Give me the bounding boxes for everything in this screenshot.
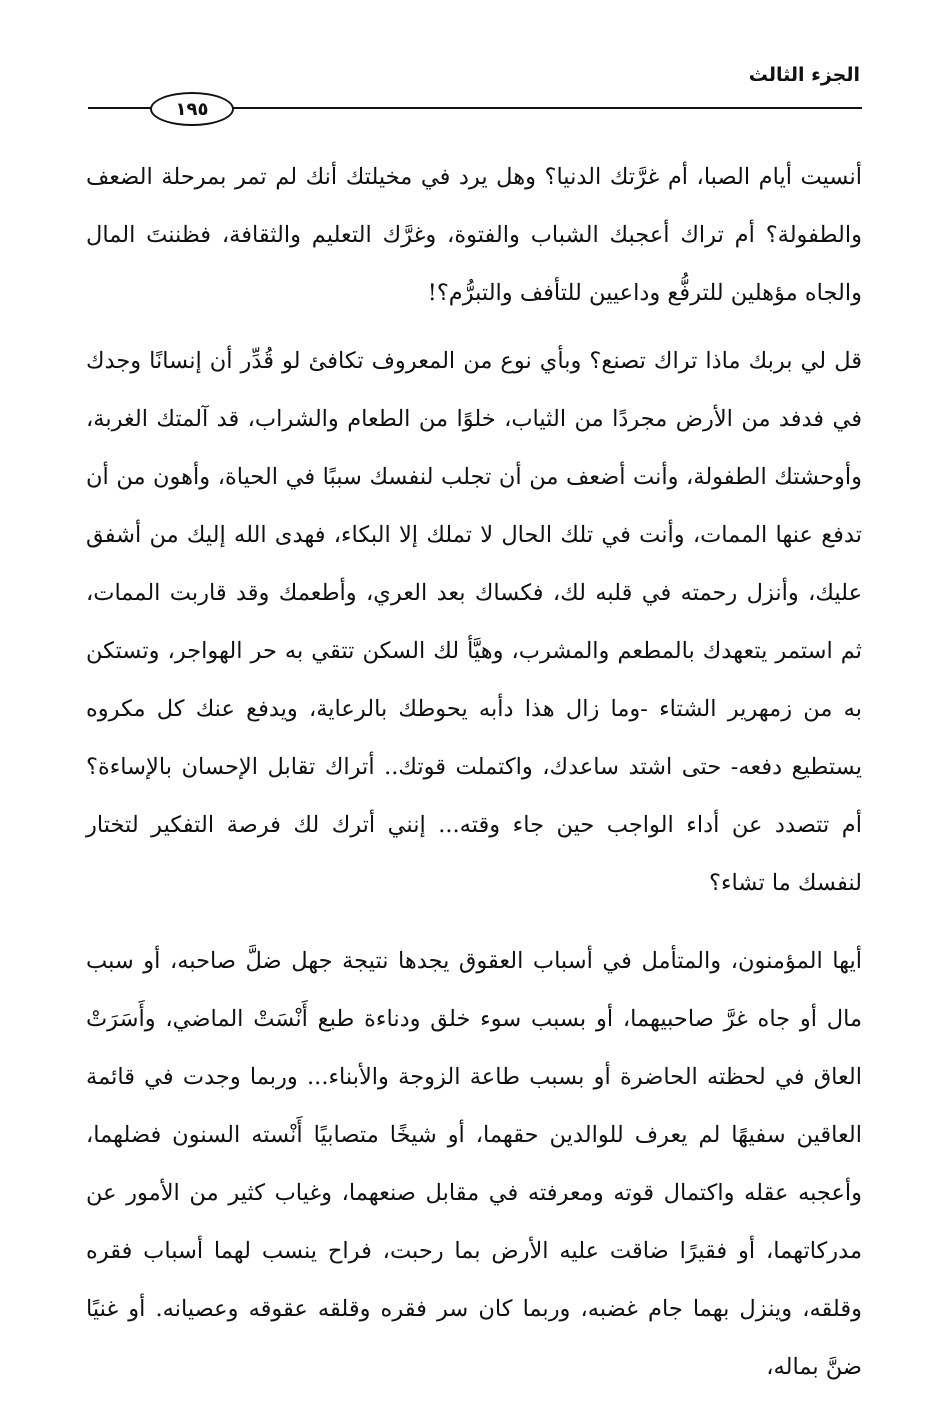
- paragraph-1: أنسيت أيام الصبا، أم غرَّتك الدنيا؟ وهل يرد في مخيلتك أنك لم تمر بمرحلة الضعف والطفولة؟ أم تراك أعجبك الشباب والفتوة، وغرَّك التعليم والثقافة، فظننتَ المال والجاه مؤهلين للترفُّع وداعيين للتأفف والتبرُّم؟!: [86, 164, 862, 306]
- body-text: [86, 148, 862, 1396]
- running-title: الجزء الثالث: [748, 64, 860, 86]
- page-number: ١٩٥: [175, 98, 209, 120]
- paragraph-3: أيها المؤمنون، والمتأمل في أسباب العقوق يجدها نتيجة جهل ضلَّ صاحبه، أو سبب مال أو جاه غرَّ صاحبيهما، أو بسبب سوء خلق ودناءة طبع أَنْسَتْ الماضي، وأَسَرَتْ العاق في لحظته الحاضرة أو بسبب طاعة الزوجة والأبناء... وربما وجدت في قائمة العاقين سفيهًا لم يعرف للوالدين حقهما، أو شيخًا متصابيًا أَنْسته السنون فضلهما، وأعجبه عقله واكتمال قوته ومعرفته في مقابل صنعهما، وغياب كثير من الأمور عن مدركاتهما، أو فقيرًا ضاقت عليه الأرض بما رحبت، فراح ينسب لهما أسباب فقره وقلقه، وينزل بهما جام غضبه، وربما كان سر فقره وقلقه عقوقه وعصيانه. أو غنيًا ضنَّ بماله،: [86, 948, 862, 1380]
- paragraph-2: قل لي بربك ماذا تراك تصنع؟ وبأي نوع من المعروف تكافئ لو قُدِّر أن إنسانًا وجدك في فدفد من الأرض مجردًا من الثياب، خلوًا من الطعام والشراب، قد آلمتك الغربة، وأوحشتك الطفولة، وأنت أضعف من أن تجلب لنفسك سببًا في الحياة، وأهون من أن تدفع عنها الممات، وأنت في تلك الحال لا تملك إلا البكاء، فهدى الله إليك من أشفق عليك، وأنزل رحمته في قلبه لك، فكساك بعد العري، وأطعمك وقد قاربت الممات، ثم استمر يتعهدك بالمطعم والمشرب، وهيَّأ لك السكن تتقي به حر الهواجر، وتستكن به من زمهرير الشتاء -وما زال هذا دأبه يحوطك بالرعاية، ويدفع عنك كل مكروه يستطيع دفعه- حتى اشتد ساعدك، واكتملت قوتك.. أتراك تقابل الإحسان بالإساءة؟ أم تتصدد عن أداء الواجب حين جاء وقته... إنني أترك لك فرصة التفكير لتختار لنفسك ما تشاء؟: [86, 348, 862, 896]
- page-number-badge: [150, 92, 234, 126]
